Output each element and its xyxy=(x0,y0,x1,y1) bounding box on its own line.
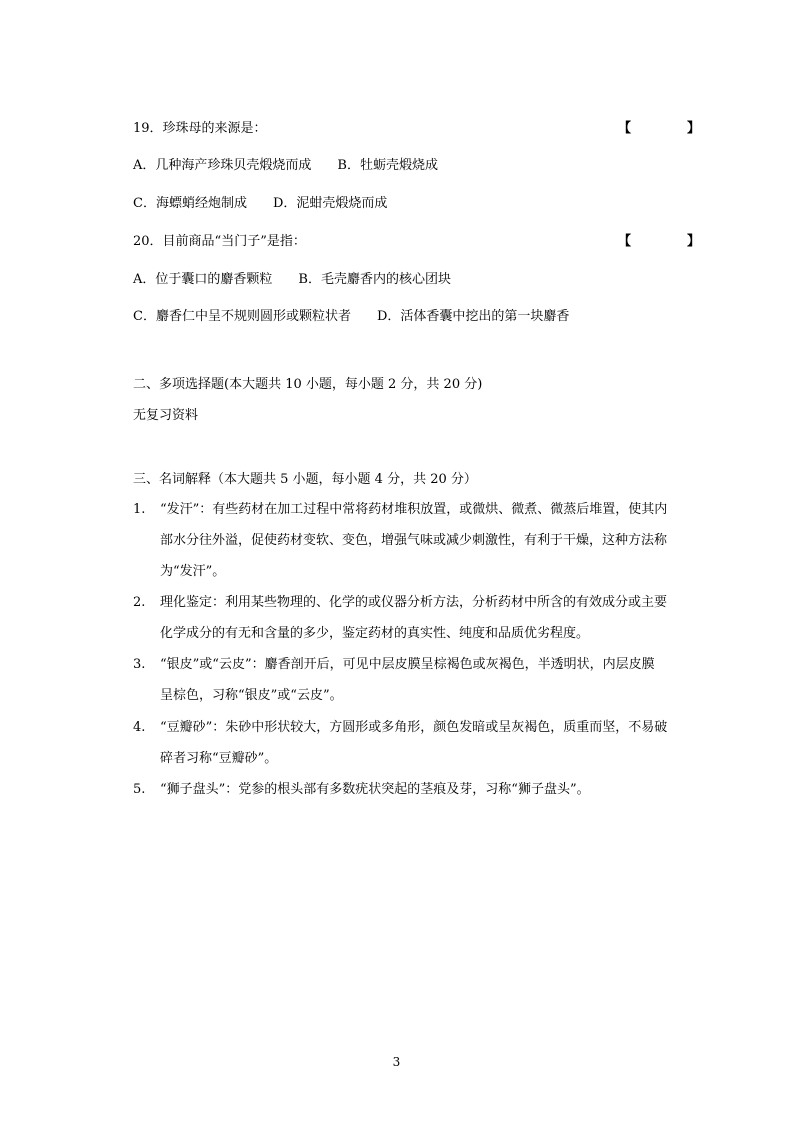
page-number: 3 xyxy=(392,1055,401,1069)
bracket-open: 【 xyxy=(618,121,632,136)
term-1-number: 1. xyxy=(133,502,146,517)
question-20-options-ab: A．位于囊口的麝香颗粒 B．毛壳麝香内的核心团块 xyxy=(133,272,451,287)
question-19-stem: 19．珍珠母的来源是： xyxy=(133,121,267,136)
question-19-options-ab: A．几种海产珍珠贝壳煅烧而成 B．牡蛎壳煅烧成 xyxy=(133,158,438,173)
term-2-line-2: 化学成分的有无和含量的多少，鉴定药材的真实性、纯度和品质优劣程度。 xyxy=(160,626,590,641)
term-5-number: 5. xyxy=(133,782,146,797)
term-1-line-1: “发汗”：有些药材在加工过程中常将药材堆积放置，或微烘、微煮、微蒸后堆置，使其内 xyxy=(160,502,668,517)
section-3-heading: 三、名词解释（本大题共 5 小题，每小题 4 分，共 20 分） xyxy=(133,472,477,487)
term-3-number: 3. xyxy=(133,657,146,672)
term-4-number: 4. xyxy=(133,720,146,735)
term-4-line-1: “豆瓣砂”：朱砂中形状较大，方圆形或多角形，颜色发暗或呈灰褐色，质重而坚，不易破 xyxy=(160,720,668,735)
section-2-heading: 二、多项选择题(本大题共 10 小题，每小题 2 分，共 20 分) xyxy=(133,377,483,392)
bracket-open: 【 xyxy=(618,234,632,249)
bracket-close: 】 xyxy=(686,234,700,249)
term-1-line-2: 部水分往外溢，促使药材变软、变色，增强气味或减少刺激性，有利于干燥，这种方法称 xyxy=(160,533,668,548)
term-3-line-1: “银皮”或“云皮”：麝香剖开后，可见中层皮膜呈棕褐色或灰褐色，半透明状，内层皮膜 xyxy=(160,657,655,672)
question-20-options-cd: C．麝香仁中呈不规则圆形或颗粒状者 D．活体香囊中挖出的第一块麝香 xyxy=(133,309,570,324)
term-2-line-1: 理化鉴定：利用某些物理的、化学的或仪器分析方法，分析药材中所含的有效成分或主要 xyxy=(160,595,668,610)
question-20-stem: 20．目前商品“当门子”是指： xyxy=(133,234,306,249)
term-3-line-2: 呈棕色，习称“银皮”或“云皮”。 xyxy=(160,688,343,703)
term-4-line-2: 碎者习称“豆瓣砂”。 xyxy=(160,751,278,766)
bracket-close: 】 xyxy=(686,121,700,136)
section-2-note: 无复习资料 xyxy=(133,408,199,423)
term-2-number: 2. xyxy=(133,595,146,610)
question-19-options-cd: C．海螵蛸经炮制成 D．泥蚶壳煅烧而成 xyxy=(133,196,388,211)
term-5-line-1: “狮子盘头”：党参的根头部有多数疣状突起的茎痕及芽，习称“狮子盘头”。 xyxy=(160,782,590,797)
term-1-line-3: 为“发汗”。 xyxy=(160,564,226,579)
